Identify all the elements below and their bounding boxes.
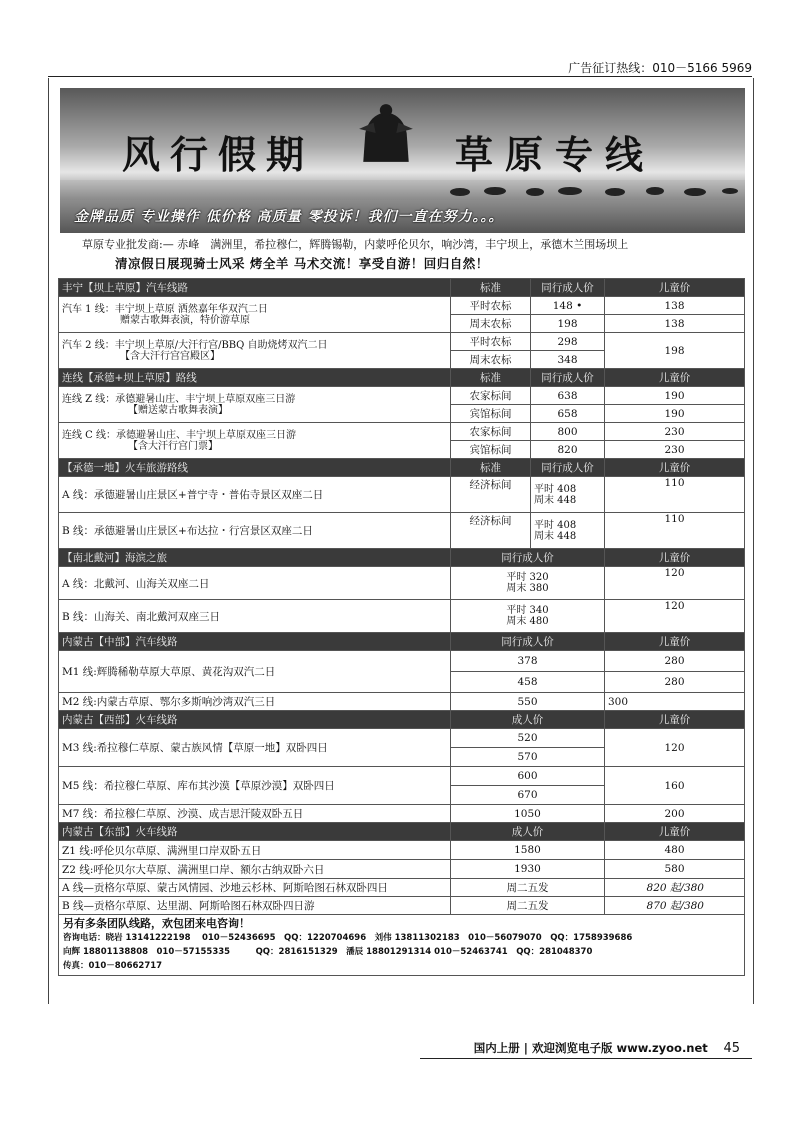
contact-line: 向辉 18801138808 010－57155335 QQ：2816151329 潘辰 18801291314 010－52463741 QQ：281048370 bbox=[63, 947, 593, 957]
banner bbox=[60, 88, 745, 233]
child-price: 198 bbox=[605, 333, 745, 369]
standard: 宾馆标间 bbox=[451, 441, 531, 459]
adult-price: 638 bbox=[531, 387, 605, 405]
banner-title-right: 草原专线 bbox=[455, 132, 656, 177]
child-price: 300 bbox=[605, 693, 745, 711]
section-title: 内蒙古【东部】火车线路 bbox=[59, 823, 451, 841]
col-adult-price: 同行成人价 bbox=[531, 279, 605, 297]
adult-price: 平时 320 周末 380 bbox=[451, 567, 605, 600]
table-row bbox=[59, 767, 745, 786]
adult-price: 平时 408 周末 448 bbox=[531, 513, 605, 549]
adult-price: 198 bbox=[531, 315, 605, 333]
child-price: 138 bbox=[605, 315, 745, 333]
table-row bbox=[59, 600, 745, 633]
col-standard: 标准 bbox=[451, 279, 531, 297]
banner-title-left: 风行假期 bbox=[122, 132, 315, 177]
table-row bbox=[59, 297, 745, 315]
adult-price: 1580 bbox=[451, 841, 605, 860]
route-name: Z1 线:呼伦贝尔草原、满洲里口岸双卧五日 bbox=[59, 841, 451, 860]
route-name: M5 线：希拉穆仁草原、库布其沙漠【草原沙漠】双卧四日 bbox=[59, 767, 451, 805]
route-name: B 线：承德避暑山庄景区+布达拉・行宫景区双座二日 bbox=[59, 513, 451, 549]
child-price: 110 bbox=[605, 513, 745, 549]
table-row bbox=[59, 651, 745, 672]
table-row bbox=[59, 387, 745, 405]
col-child-price: 儿童价 bbox=[605, 711, 745, 729]
contact-row bbox=[59, 915, 745, 976]
adult-price: 820 bbox=[531, 441, 605, 459]
table-row bbox=[59, 879, 745, 897]
route-name: A 线：北戴河、山海关双座二日 bbox=[59, 567, 451, 600]
contact-line: 咨询电话：晓岩 13141222198 010－52436695 QQ：1220704696 刘伟 13811302183 010－56079070 QQ：1758939686 bbox=[63, 933, 633, 943]
child-price: 230 bbox=[605, 441, 745, 459]
adult-price: 670 bbox=[451, 786, 605, 805]
col-child-price: 儿童价 bbox=[605, 459, 745, 477]
child-price: 280 bbox=[605, 672, 745, 693]
section-header bbox=[59, 633, 745, 651]
adult-price: 570 bbox=[451, 748, 605, 767]
standard: 宾馆标间 bbox=[451, 405, 531, 423]
standard: 农家标间 bbox=[451, 423, 531, 441]
route-name: M7 线：希拉穆仁草原、沙漠、成吉思汗陵双卧五日 bbox=[59, 805, 451, 823]
route-name: 连线 C 线：承德避暑山庄、丰宁坝上草原双座三日游 【含大汗行宫门票】 bbox=[59, 423, 451, 459]
col-standard: 标准 bbox=[451, 459, 531, 477]
adult-price: 600 bbox=[451, 767, 605, 786]
route-name: A 线：承德避暑山庄景区+普宁寺・普佑寺景区双座二日 bbox=[59, 477, 451, 513]
departure: 周二五发 bbox=[451, 897, 605, 915]
standard: 平时农标 bbox=[451, 297, 531, 315]
child-price: 200 bbox=[605, 805, 745, 823]
child-price: 280 bbox=[605, 651, 745, 672]
section-header bbox=[59, 711, 745, 729]
section-title: 连线【承德+坝上草原】路线 bbox=[59, 369, 451, 387]
adult-price: 550 bbox=[451, 693, 605, 711]
route-name: 汽车 2 线：丰宁坝上草原/大汗行宫/BBQ 自助烧烤双汽二日 【含大汗行宫宫殿区】 bbox=[59, 333, 451, 369]
standard: 经济标间 bbox=[451, 477, 531, 513]
route-name: Z2 线:呼伦贝尔大草原、满洲里口岸、额尔古纳双卧六日 bbox=[59, 860, 451, 879]
footer-rule bbox=[420, 1058, 752, 1059]
child-price: 580 bbox=[605, 860, 745, 879]
col-standard: 标准 bbox=[451, 369, 531, 387]
table-row bbox=[59, 513, 745, 549]
standard: 平时农标 bbox=[451, 333, 531, 351]
standard: 经济标间 bbox=[451, 513, 531, 549]
child-price: 110 bbox=[605, 477, 745, 513]
section-header bbox=[59, 823, 745, 841]
col-adult-price: 成人价 bbox=[451, 823, 605, 841]
price-table bbox=[58, 278, 745, 976]
adult-price: 1930 bbox=[451, 860, 605, 879]
departure: 周二五发 bbox=[451, 879, 605, 897]
col-child-price: 儿童价 bbox=[605, 549, 745, 567]
tagline: 清凉假日展现骑士风采 烤全羊 马术交流！享受自游！回归自然！ bbox=[115, 256, 489, 271]
adult-price: 1050 bbox=[451, 805, 605, 823]
route-name: A 线—贡格尔草原、蒙古风情园、沙地云杉林、阿斯哈图石林双卧四日 bbox=[59, 879, 451, 897]
adult-price: 348 bbox=[531, 351, 605, 369]
route-name: 连线 Z 线：承德避暑山庄、丰宁坝上草原双座三日游 【赠送蒙古歌舞表演】 bbox=[59, 387, 451, 423]
child-price: 190 bbox=[605, 387, 745, 405]
footer-text: 国内上册 | 欢迎浏览电子版 www.zyoo.net bbox=[473, 1041, 708, 1055]
route-name: B 线：山海关、南北戴河双座三日 bbox=[59, 600, 451, 633]
child-price: 190 bbox=[605, 405, 745, 423]
adult-price: 148 • bbox=[531, 297, 605, 315]
col-adult-price: 同行成人价 bbox=[451, 633, 605, 651]
section-header bbox=[59, 549, 745, 567]
page-footer bbox=[474, 1040, 740, 1056]
wholesaler-line: 草原专业批发商:— 赤峰 满洲里，希拉穆仁，辉腾锡勒，内蒙呼伦贝尔，响沙湾，丰宁坝上，承德木兰围场坝上 bbox=[82, 238, 629, 251]
child-price: 160 bbox=[605, 767, 745, 805]
banner-slogan: 金牌品质 专业操作 低价格 高质量 零投诉！我们一直在努力。。。 bbox=[74, 209, 504, 225]
price-table-wrap bbox=[58, 278, 744, 976]
child-price: 138 bbox=[605, 297, 745, 315]
table-row bbox=[59, 477, 745, 513]
section-title: 内蒙古【中部】汽车线路 bbox=[59, 633, 451, 651]
child-price: 120 bbox=[605, 729, 745, 767]
page-number: 45 bbox=[723, 1041, 740, 1056]
standard: 农家标间 bbox=[451, 387, 531, 405]
route-name: 汽车 1 线：丰宁坝上草原 洒然嘉年华双汽二日 赠蒙古歌舞表演，特价游草原 bbox=[59, 297, 451, 333]
more-routes-note: 另有多条团队线路，欢包团来电咨询！ bbox=[63, 917, 250, 930]
col-child-price: 儿童价 bbox=[605, 369, 745, 387]
price: 820 起/380 bbox=[605, 879, 745, 897]
fax-line: 传真：010－80662717 bbox=[63, 961, 163, 971]
table-row bbox=[59, 860, 745, 879]
child-price: 120 bbox=[605, 600, 745, 633]
contact-block bbox=[59, 915, 745, 976]
price: 870 起/380 bbox=[605, 897, 745, 915]
horses-icon bbox=[440, 183, 740, 199]
table-row bbox=[59, 333, 745, 351]
route-name: M2 线:内蒙古草原、鄂尔多斯响沙湾双汽三日 bbox=[59, 693, 451, 711]
col-adult-price: 成人价 bbox=[451, 711, 605, 729]
table-row bbox=[59, 805, 745, 823]
section-title: 【南北戴河】海滨之旅 bbox=[59, 549, 451, 567]
table-row bbox=[59, 729, 745, 748]
adult-price: 658 bbox=[531, 405, 605, 423]
child-price: 230 bbox=[605, 423, 745, 441]
col-child-price: 儿童价 bbox=[605, 823, 745, 841]
adult-price: 平时 340 周末 480 bbox=[451, 600, 605, 633]
route-name: M3 线:希拉穆仁草原、蒙古族风情【草原一地】双卧四日 bbox=[59, 729, 451, 767]
adult-price: 378 bbox=[451, 651, 605, 672]
section-title: 【承德一地】火车旅游路线 bbox=[59, 459, 451, 477]
child-price: 120 bbox=[605, 567, 745, 600]
col-adult-price: 同行成人价 bbox=[531, 459, 605, 477]
col-adult-price: 同行成人价 bbox=[531, 369, 605, 387]
section-title: 内蒙古【西部】火车线路 bbox=[59, 711, 451, 729]
route-name: M1 线:辉腾稀勒草原大草原、黄花沟双汽二日 bbox=[59, 651, 451, 693]
table-row bbox=[59, 567, 745, 600]
section-title: 丰宁【坝上草原】汽车线路 bbox=[59, 279, 451, 297]
adult-price: 458 bbox=[451, 672, 605, 693]
standard: 周末农标 bbox=[451, 315, 531, 333]
table-row bbox=[59, 897, 745, 915]
adult-price: 520 bbox=[451, 729, 605, 748]
section-header bbox=[59, 369, 745, 387]
section-header bbox=[59, 279, 745, 297]
adult-price: 298 bbox=[531, 333, 605, 351]
child-price: 480 bbox=[605, 841, 745, 860]
ad-hotline: 广告征订热线：010－5166 5969 bbox=[568, 61, 752, 75]
col-adult-price: 同行成人价 bbox=[451, 549, 605, 567]
adult-price: 平时 408 周末 448 bbox=[531, 477, 605, 513]
standard: 周末农标 bbox=[451, 351, 531, 369]
col-child-price: 儿童价 bbox=[605, 633, 745, 651]
table-row bbox=[59, 841, 745, 860]
top-rule bbox=[48, 76, 752, 77]
route-name: B 线—贡格尔草原、达里湖、阿斯哈图石林双卧四日游 bbox=[59, 897, 451, 915]
table-row bbox=[59, 423, 745, 441]
section-header bbox=[59, 459, 745, 477]
col-child-price: 儿童价 bbox=[605, 279, 745, 297]
adult-price: 800 bbox=[531, 423, 605, 441]
rider-silhouette-icon bbox=[355, 102, 417, 164]
table-row bbox=[59, 693, 745, 711]
